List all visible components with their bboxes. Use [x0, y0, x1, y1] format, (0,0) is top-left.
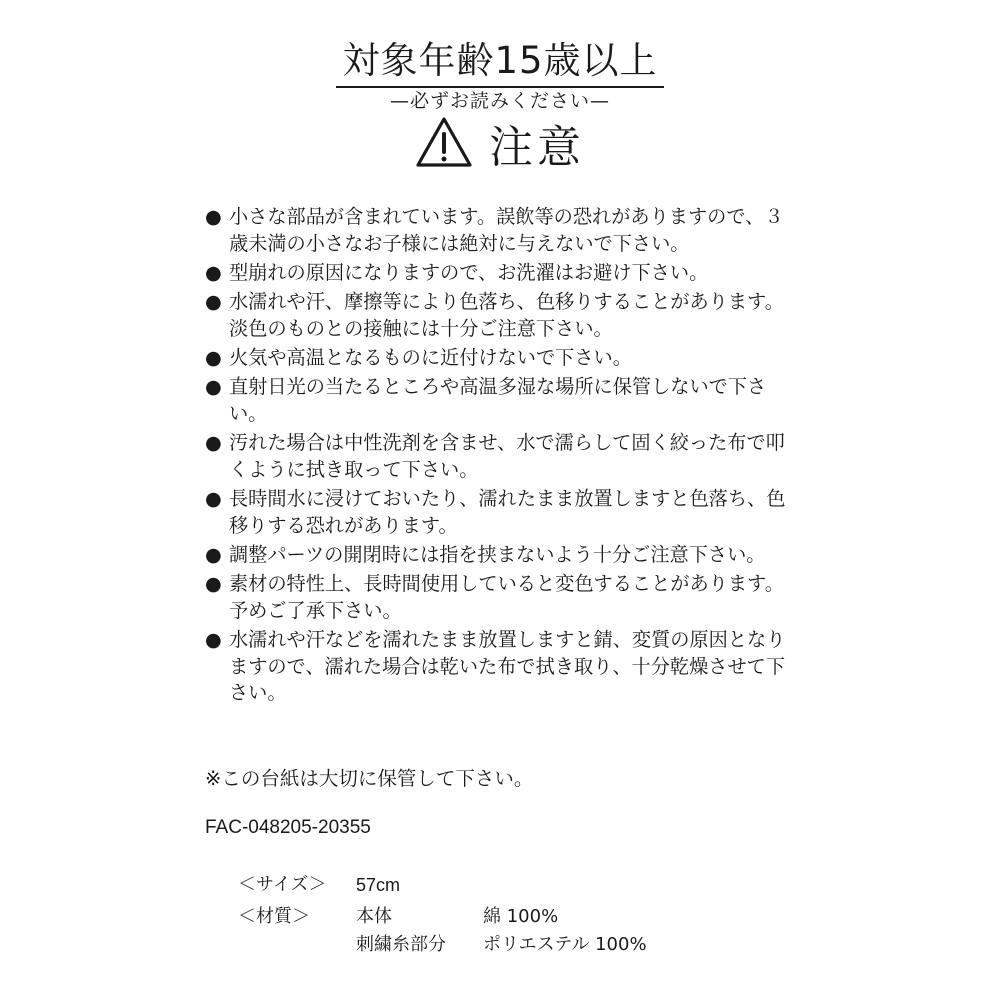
embroidery-material-label: 刺繍糸部分 — [356, 934, 446, 955]
caution-note-text: 長時間水に浸けておいたり、濡れたまま放置しますと色落ち、色移りする恐れがあります。 — [229, 487, 786, 537]
caution-label: 注意 — [489, 122, 585, 173]
size-label: ＜サイズ＞ — [238, 874, 327, 895]
caution-note — [205, 430, 795, 483]
caution-note-text: 水濡れや汗などを濡れたまま放置しますと錆、変質の原因となりますので、濡れた場合は乾いた布で拭き取り、十分乾燥させて下さい。 — [229, 628, 786, 705]
caution-note — [205, 627, 795, 707]
bullet-icon: ● — [205, 260, 222, 284]
bullet-icon: ● — [205, 487, 222, 511]
caution-note-text: 調整パーツの開閉時には指を挟まないよう十分ご注意下さい。 — [229, 542, 766, 566]
age-title-text: 対象年齢15歳以上 — [336, 38, 663, 88]
bullet-icon: ● — [205, 628, 222, 652]
caution-note — [205, 260, 795, 287]
caution-note — [205, 345, 795, 372]
embroidery-material-value: ポリエステル 100% — [483, 934, 647, 955]
bullet-icon: ● — [205, 572, 222, 596]
bullet-icon: ● — [205, 542, 222, 566]
age-title — [0, 38, 1000, 88]
caution-note — [205, 289, 795, 342]
caution-note-text: 素材の特性上、長時間使用していると変色することがあります。予めご了承下さい。 — [229, 572, 784, 622]
caution-note-text: 汚れた場合は中性洗剤を含ませ、水で濡らして固く絞った布で叩くように拭き取って下さい。 — [229, 431, 785, 481]
material-label: ＜材質＞ — [238, 906, 310, 927]
caution-note — [205, 486, 795, 539]
bullet-icon: ● — [205, 205, 222, 228]
body-material-value: 綿 100% — [483, 906, 559, 927]
body-material-label: 本体 — [356, 906, 392, 927]
caution-note — [205, 571, 795, 624]
caution-note-text: 小さな部品が含まれています。誤飲等の恐れがありますので、３歳未満の小さなお子様には絶対に与えないで下さい。 — [229, 205, 784, 255]
read-notice: —必ずお読みください— — [389, 90, 610, 112]
caution-note — [205, 374, 795, 427]
bullet-icon: ● — [205, 431, 222, 455]
caution-notes-list — [205, 204, 795, 710]
caution-note-text: 型崩れの原因になりますので、お洗濯はお避け下さい。 — [229, 260, 709, 284]
product-code: FAC-048205-20355 — [205, 817, 371, 838]
caution-note-text: 水濡れや汗、摩擦等により色落ち、色移りすることがあります。淡色のものとの接触には十分ご注意下さい。 — [229, 290, 784, 340]
bullet-icon: ● — [205, 375, 222, 399]
caution-note — [205, 542, 795, 569]
caution-note-text: 直射日光の当たるところや高温多湿な場所に保管しないで下さい。 — [229, 375, 767, 425]
size-value: 57cm — [356, 875, 401, 895]
caution-heading — [0, 116, 1000, 177]
caution-note-text: 火気や高温となるものに近付けないで下さい。 — [229, 346, 632, 370]
bullet-icon: ● — [205, 346, 222, 370]
keep-card-note: ※この台紙は大切に保管して下さい。 — [205, 767, 534, 790]
warning-triangle-icon — [415, 116, 473, 168]
bullet-icon: ● — [205, 290, 222, 314]
caution-note — [205, 204, 795, 257]
